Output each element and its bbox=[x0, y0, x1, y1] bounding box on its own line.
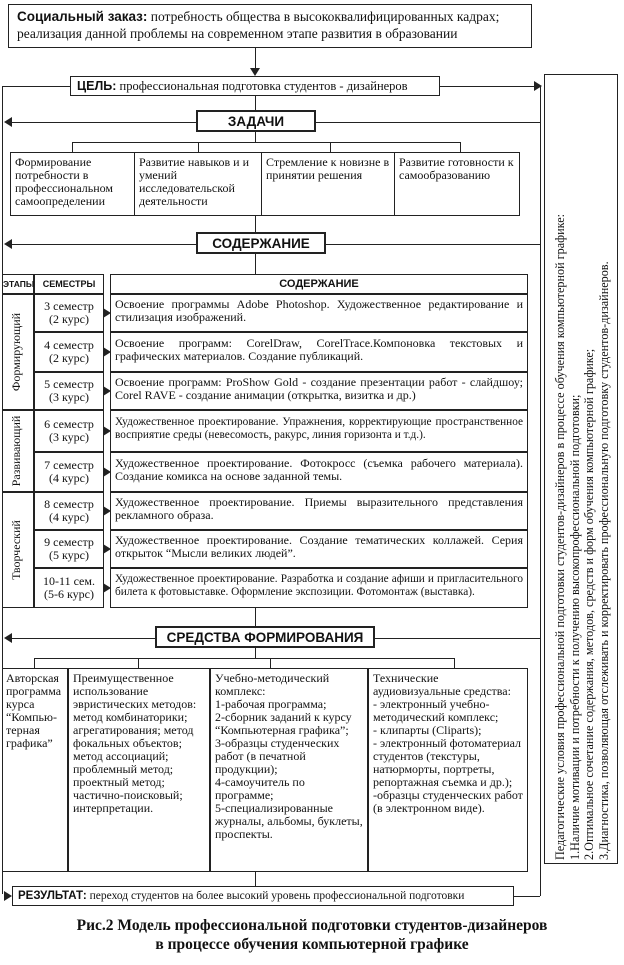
content-title: СОДЕРЖАНИЕ bbox=[196, 232, 326, 254]
conditions-text: Педагогические условия профессиональной подготовки студентов-дизайнеров в процессе обучения компьютерной графике: 1.Наличие мотивации и потребности к получению высокопрофессиональной подготовки; 2.Оптимальное сочетание содержания, методов, средств и форм обучения компьютерной графике; 3.Диагностика, позволяющая отслеживать и корректировать профессиональную подготовку студентов-дизайнеров. bbox=[553, 213, 611, 860]
connector bbox=[255, 216, 256, 232]
semester-cell: 5 семестр (3 курс) bbox=[34, 372, 104, 410]
content-cell: Освоение программ: ProShow Gold - создание презентации работ - слайдшоу; Corel RAVE - создание анимации (открытка, визитка и др.) bbox=[110, 372, 528, 410]
semester-cell: 8 семестр (4 курс) bbox=[34, 492, 104, 530]
goal-label: ЦЕЛЬ: bbox=[77, 79, 117, 93]
task-item: Развитие готовности к самообразованию bbox=[394, 152, 520, 216]
tasks-title: ЗАДАЧИ bbox=[196, 110, 316, 132]
task-item: Развитие навыков и и умений исследовательской деятельности bbox=[134, 152, 262, 216]
social-order-text: потребность общества в высококвалифицированных кадрах; реализация данной проблемы на современном этапе развития в образовании bbox=[17, 9, 500, 41]
connector bbox=[255, 254, 256, 274]
content-cell: Художественное проектирование. Создание тематических коллажей. Серия открыток “Мысли великих людей”. bbox=[110, 530, 528, 568]
col-content-header: СОДЕРЖАНИЕ bbox=[110, 274, 528, 294]
connector bbox=[255, 872, 256, 886]
frame-top-left bbox=[2, 86, 70, 87]
connector bbox=[255, 96, 256, 110]
connector bbox=[270, 658, 271, 668]
connector bbox=[255, 48, 256, 70]
result-text: переход студентов на более высокий уровень профессиональной подготовки bbox=[89, 890, 465, 902]
connector bbox=[198, 142, 199, 152]
connector bbox=[316, 122, 540, 123]
content-cell: Художественное проектирование. Разработка и создание афиши и пригласительного билета к фотовыставке. Оформление экспозиции. Фотомонтаж (выставка). bbox=[110, 568, 528, 608]
arrow-left bbox=[4, 239, 12, 249]
connector bbox=[375, 638, 540, 639]
content-cell: Художественное проектирование. Приемы выразительного представления рекламного образа. bbox=[110, 492, 528, 530]
semester-cell: 4 семестр (2 курс) bbox=[34, 332, 104, 372]
means-item: Авторская программа курса “Компью-терная графика” bbox=[2, 668, 68, 872]
content-cell: Художественное проектирование. Фотокросс (съемка рабочего материала). Создание комикса на основе заданной темы. bbox=[110, 452, 528, 492]
content-cell: Освоение программ: CorelDraw, CorelTrace.Компоновка текстовых и графических материалов. Создание публикаций. bbox=[110, 332, 528, 372]
result-label: РЕЗУЛЬТАТ: bbox=[18, 890, 87, 902]
semester-cell: 10-11 сем. (5-6 курс) bbox=[34, 568, 104, 608]
caption-line-1: Рис.2 Модель профессиональной подготовки студентов-дизайнеров bbox=[76, 917, 548, 934]
means-title: СРЕДСТВА ФОРМИРОВАНИЯ bbox=[155, 626, 375, 648]
semester-cell: 6 семестр (3 курс) bbox=[34, 410, 104, 452]
connector bbox=[72, 142, 73, 152]
figure-caption bbox=[0, 916, 624, 954]
task-item: Формирование потребности в профессиональном самоопределении bbox=[10, 152, 135, 216]
col-semesters-header: СЕМЕСТРЫ bbox=[34, 274, 104, 294]
connector bbox=[255, 648, 256, 658]
goal-box bbox=[70, 76, 440, 96]
connector bbox=[72, 142, 460, 143]
connector bbox=[326, 244, 540, 245]
connector bbox=[12, 638, 155, 639]
social-order-box bbox=[8, 4, 532, 48]
connector bbox=[12, 244, 196, 245]
semester-cell: 3 семестр (2 курс) bbox=[34, 294, 104, 332]
frame-top-right bbox=[440, 86, 540, 87]
connector bbox=[12, 122, 196, 123]
connector bbox=[540, 86, 541, 896]
task-item: Стремление к новизне в принятии решения bbox=[261, 152, 395, 216]
semester-cell: 9 семестр (5 курс) bbox=[34, 530, 104, 568]
semester-cell: 7 семестр (4 курс) bbox=[34, 452, 104, 492]
col-stages-header: ЭТАПЫ bbox=[2, 274, 34, 294]
stage-label: Формирующий bbox=[9, 312, 23, 392]
result-box bbox=[12, 886, 514, 906]
connector bbox=[255, 608, 256, 626]
conditions-box bbox=[544, 74, 618, 864]
stage-label: Творческий bbox=[9, 520, 23, 580]
content-cell: Освоение программы Adobe Photoshop. Художественное редактирование и стилизация изображений. bbox=[110, 294, 528, 332]
caption-line-2: в процессе обучения компьютерной графике bbox=[155, 936, 469, 953]
connector bbox=[255, 132, 256, 142]
arrow-left bbox=[4, 633, 12, 643]
connector bbox=[460, 142, 461, 152]
connector bbox=[330, 142, 331, 152]
stage-label: Развивающий bbox=[9, 415, 23, 487]
arrow-left bbox=[4, 117, 12, 127]
arrow-right bbox=[4, 891, 12, 901]
connector bbox=[514, 896, 540, 897]
connector bbox=[34, 658, 35, 668]
goal-text: профессиональная подготовка студентов - дизайнеров bbox=[119, 79, 408, 93]
means-item: Учебно-методический комплекс: 1-рабочая программа; 2-сборник заданий к курсу “Компьютерная графика”; 3-образцы студенческих работ (в печатной продукции); 4-самоучитель по программе; 5-специализированные журналы, альбомы, буклеты, проспекты. bbox=[210, 668, 368, 872]
means-item: Технические аудиовизуальные средства: - электронный учебно-методический комплекс; - клипарты (Cliparts); - электронный фотоматериал студентов (текстуры, натюрморты, портреты, репортажная съемка и др.); -образцы студенческих работ (в электронном виде). bbox=[368, 668, 528, 872]
arrow-down bbox=[250, 68, 260, 76]
connector bbox=[138, 658, 139, 668]
connector bbox=[34, 658, 454, 659]
means-item: Преимущественное использование эвристических методов: метод комбинаторики; агрегатирования; метод фокальных объектов; метод ассоциаций; проблемный метод; проектный метод; частично-поисковый; интерпретации. bbox=[68, 668, 210, 872]
connector bbox=[454, 658, 455, 668]
content-cell: Художественное проектирование. Упражнения, корректирующие пространственное восприятие среды (невесомость, ракурс, линия горизонта и т.д.). bbox=[110, 410, 528, 452]
social-order-label: Социальный заказ: bbox=[17, 9, 148, 24]
